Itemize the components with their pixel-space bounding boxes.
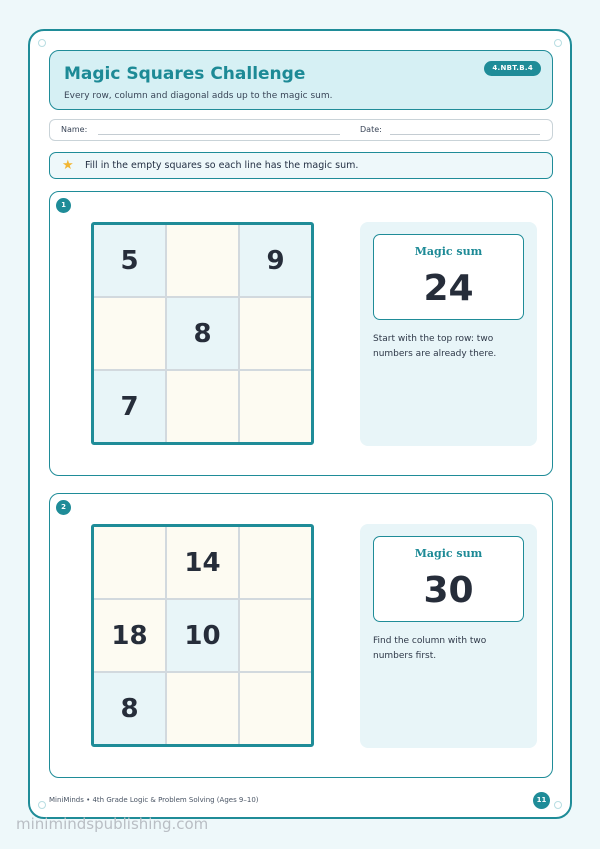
corner-dot: [38, 801, 46, 809]
standard-badge: 4.NBT.B.4: [484, 61, 541, 76]
corner-dot: [38, 39, 46, 47]
hint-panel: [360, 524, 537, 748]
star-icon: ★: [62, 158, 74, 173]
magic-sum-label: Magic sum: [414, 547, 483, 560]
name-field[interactable]: [98, 134, 340, 135]
grid-cell: 10: [167, 600, 238, 671]
grid-cell: 18: [94, 600, 165, 671]
grid-cell-empty[interactable]: [240, 298, 311, 369]
grid-cell: 14: [167, 527, 238, 598]
grid-cell: 9: [240, 225, 311, 296]
grid-cell: 5: [94, 225, 165, 296]
name-label: Name:: [61, 125, 88, 134]
grid-cell: 8: [167, 298, 238, 369]
magic-sum-box: [373, 234, 524, 320]
grid-cell: 8: [94, 673, 165, 744]
magic-sum-value: 30: [423, 570, 474, 611]
magic-square-grid: [91, 222, 314, 445]
magic-square-grid: [91, 524, 314, 747]
hint-panel: [360, 222, 537, 446]
grid-cell: 7: [94, 371, 165, 442]
grid-cell-empty[interactable]: [240, 527, 311, 598]
instruction-text: Fill in the empty squares so each line has the magic sum.: [85, 160, 359, 171]
page-number: 11: [533, 792, 550, 809]
page-title: Magic Squares Challenge: [64, 64, 306, 84]
grid-cell-empty[interactable]: [167, 371, 238, 442]
grid-cell-empty[interactable]: [240, 673, 311, 744]
header-banner: [49, 50, 553, 110]
hint-text: Find the column with two numbers first.: [373, 636, 487, 661]
corner-dot: [554, 801, 562, 809]
corner-dot: [554, 39, 562, 47]
grid-cell-empty[interactable]: [94, 527, 165, 598]
grid-cell-empty[interactable]: [167, 225, 238, 296]
page-subtitle: Every row, column and diagonal adds up to the magic sum.: [64, 91, 333, 101]
name-date-bar: [49, 119, 553, 141]
grid-cell-empty[interactable]: [240, 371, 311, 442]
instruction-bar: [49, 152, 553, 179]
grid-cell-empty[interactable]: [240, 600, 311, 671]
grid-cell-empty[interactable]: [167, 673, 238, 744]
date-label: Date:: [360, 125, 382, 134]
grid-cell-empty[interactable]: [94, 298, 165, 369]
worksheet-page: [28, 29, 572, 819]
watermark: minimindspublishing.com: [16, 815, 209, 833]
hint-text: Start with the top row: two numbers are already there.: [373, 334, 497, 359]
date-field[interactable]: [390, 134, 540, 135]
magic-sum-box: [373, 536, 524, 622]
footer-text: MiniMinds • 4th Grade Logic & Problem Solving (Ages 9–10): [49, 796, 259, 804]
puzzle-number: 2: [56, 500, 71, 515]
magic-sum-value: 24: [423, 268, 474, 309]
magic-sum-label: Magic sum: [414, 245, 483, 258]
puzzle-panel: [49, 191, 553, 476]
puzzle-number: 1: [56, 198, 71, 213]
puzzle-panel: [49, 493, 553, 778]
